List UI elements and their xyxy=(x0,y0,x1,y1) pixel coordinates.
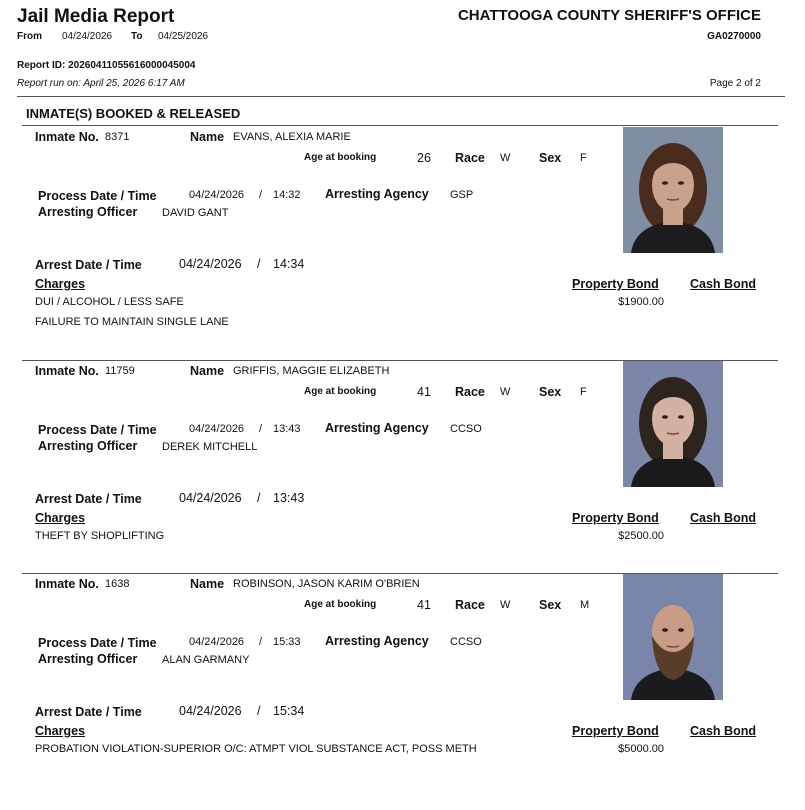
inmate-photo xyxy=(623,574,723,700)
arresting-officer-label: Arresting Officer xyxy=(38,652,138,666)
arresting-agency-label: Arresting Agency xyxy=(325,187,429,201)
to-label: To xyxy=(131,31,143,42)
charges-label: Charges xyxy=(35,724,86,738)
name-label: Name xyxy=(190,364,225,378)
inmate-name: EVANS, ALEXIA MARIE xyxy=(233,131,351,143)
name-label: Name xyxy=(190,577,225,591)
process-label: Process Date / Time xyxy=(38,189,157,203)
inmate-name: ROBINSON, JASON KARIM O'BRIEN xyxy=(233,578,420,590)
sex-value: M xyxy=(580,599,590,611)
arrest-time: 13:43 xyxy=(273,491,305,505)
property-bond-label: Property Bond xyxy=(572,511,659,525)
inmate-photo xyxy=(623,127,723,253)
arrest-slash: / xyxy=(257,704,261,718)
process-slash: / xyxy=(259,189,263,201)
process-slash: / xyxy=(259,636,263,648)
inmate-name: GRIFFIS, MAGGIE ELIZABETH xyxy=(233,365,390,377)
sex-value: F xyxy=(580,386,587,398)
age-value: 41 xyxy=(417,598,431,612)
page-number: Page 2 of 2 xyxy=(709,78,761,89)
sex-label: Sex xyxy=(539,151,562,165)
process-time: 15:33 xyxy=(273,636,301,648)
inmate-no: 1638 xyxy=(105,578,130,590)
race-value: W xyxy=(500,152,511,164)
property-bond-label: Property Bond xyxy=(572,724,659,738)
section-title: INMATE(S) BOOKED & RELEASED xyxy=(26,106,241,121)
section-divider xyxy=(22,125,778,126)
arresting-officer: ALAN GARMANY xyxy=(162,654,250,666)
arrest-date: 04/24/2026 xyxy=(179,491,242,505)
property-bond-value: $1900.00 xyxy=(618,296,664,308)
arresting-officer: DAVID GANT xyxy=(162,207,229,219)
arrest-time: 14:34 xyxy=(273,257,305,271)
arrest-label: Arrest Date / Time xyxy=(35,492,142,506)
cash-bond-label: Cash Bond xyxy=(690,511,756,525)
arrest-time: 15:34 xyxy=(273,704,305,718)
charge-item: PROBATION VIOLATION-SUPERIOR O/C: ATMPT VIOL SUBSTANCE ACT, POSS METH xyxy=(35,743,477,755)
charges-label: Charges xyxy=(35,511,86,525)
age-label: Age at booking xyxy=(304,386,377,397)
race-value: W xyxy=(500,599,511,611)
charges-label: Charges xyxy=(35,277,86,291)
process-slash: / xyxy=(259,423,263,435)
arrest-label: Arrest Date / Time xyxy=(35,258,142,272)
report-run: Report run on: April 25, 2026 6:17 AM xyxy=(17,78,185,89)
charge-item: FAILURE TO MAINTAIN SINGLE LANE xyxy=(35,316,229,328)
charge-item: DUI / ALCOHOL / LESS SAFE xyxy=(35,296,184,308)
process-date: 04/24/2026 xyxy=(189,636,245,648)
arresting-officer: DEREK MITCHELL xyxy=(162,441,258,453)
process-time: 13:43 xyxy=(273,423,301,435)
process-label: Process Date / Time xyxy=(38,636,157,650)
arresting-agency-label: Arresting Agency xyxy=(325,634,429,648)
agency-name: CHATTOOGA COUNTY SHERIFF'S OFFICE xyxy=(457,7,761,24)
arresting-officer-label: Arresting Officer xyxy=(38,439,138,453)
arrest-date: 04/24/2026 xyxy=(179,257,242,271)
age-label: Age at booking xyxy=(304,152,377,163)
process-label: Process Date / Time xyxy=(38,423,157,437)
arresting-agency-label: Arresting Agency xyxy=(325,421,429,435)
race-label: Race xyxy=(455,598,485,612)
from-date: 04/24/2026 xyxy=(62,31,113,42)
arrest-slash: / xyxy=(257,491,261,505)
arrest-label: Arrest Date / Time xyxy=(35,705,142,719)
process-time: 14:32 xyxy=(273,189,301,201)
arresting-agency: CCSO xyxy=(450,636,482,648)
age-label: Age at booking xyxy=(304,599,377,610)
sex-value: F xyxy=(580,152,587,164)
inmate-no-label: Inmate No. xyxy=(35,130,99,144)
inmate-no-label: Inmate No. xyxy=(35,364,99,378)
to-date: 04/25/2026 xyxy=(158,31,209,42)
from-label: From xyxy=(17,31,42,42)
age-value: 41 xyxy=(417,385,431,399)
charge-item: THEFT BY SHOPLIFTING xyxy=(35,530,165,542)
name-label: Name xyxy=(190,130,225,144)
agency-code: GA0270000 xyxy=(707,31,761,42)
process-date: 04/24/2026 xyxy=(189,423,245,435)
process-date: 04/24/2026 xyxy=(189,189,245,201)
property-bond-value: $5000.00 xyxy=(618,743,664,755)
age-value: 26 xyxy=(417,151,431,165)
arrest-slash: / xyxy=(257,257,261,271)
cash-bond-label: Cash Bond xyxy=(690,277,756,291)
race-value: W xyxy=(500,386,511,398)
sex-label: Sex xyxy=(539,385,562,399)
inmate-no: 11759 xyxy=(105,365,135,377)
race-label: Race xyxy=(455,151,485,165)
report-title: Jail Media Report xyxy=(17,6,175,27)
arresting-agency: CCSO xyxy=(450,423,482,435)
arresting-agency: GSP xyxy=(450,189,474,201)
report-id: Report ID: 20260411055616000045004 xyxy=(17,60,196,71)
property-bond-label: Property Bond xyxy=(572,277,659,291)
sex-label: Sex xyxy=(539,598,562,612)
race-label: Race xyxy=(455,385,485,399)
inmate-no: 8371 xyxy=(105,131,130,143)
cash-bond-label: Cash Bond xyxy=(690,724,756,738)
arresting-officer-label: Arresting Officer xyxy=(38,205,138,219)
inmate-photo xyxy=(623,361,723,487)
inmate-no-label: Inmate No. xyxy=(35,577,99,591)
header-divider xyxy=(17,96,785,97)
property-bond-value: $2500.00 xyxy=(618,530,664,542)
arrest-date: 04/24/2026 xyxy=(179,704,242,718)
